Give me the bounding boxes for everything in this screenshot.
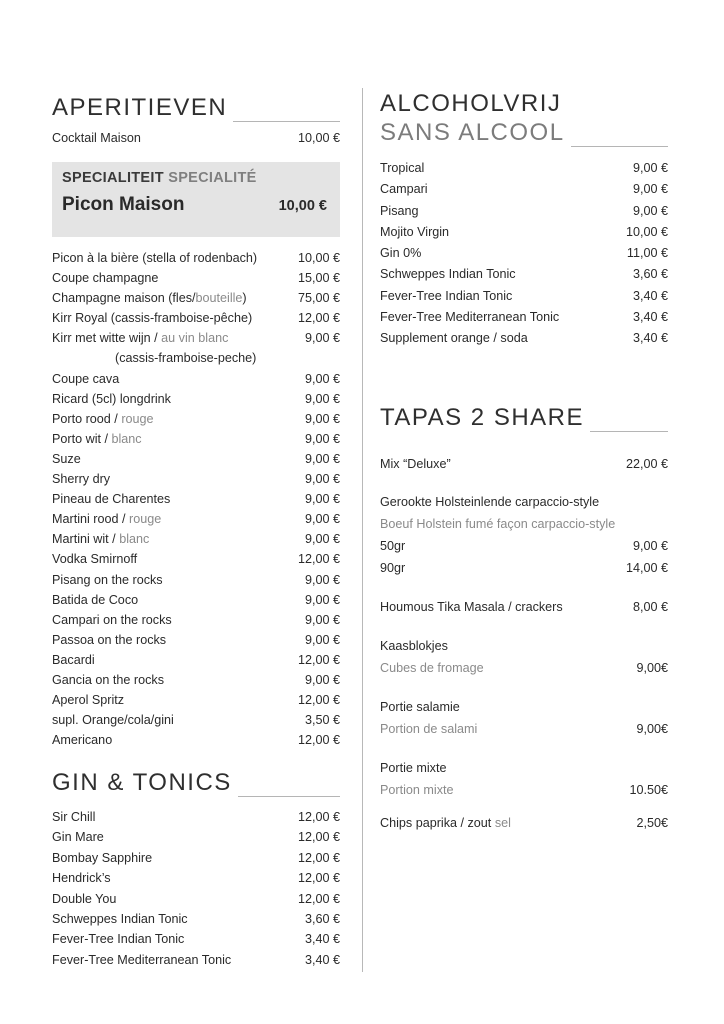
item-price: 12,00 €: [297, 850, 340, 865]
item-price: 12,00 €: [297, 830, 340, 845]
item-name-nl: Fever-Tree Indian Tonic: [52, 932, 185, 947]
item-name: [52, 288, 247, 308]
menu-item: [52, 549, 340, 569]
item-name: Portie salamie: [380, 700, 460, 714]
menu-item: [52, 690, 340, 710]
item-name: [52, 549, 137, 569]
item-name-fr: blanc: [111, 431, 142, 446]
item-name: [380, 201, 419, 222]
item-price: 22,00 €: [625, 457, 668, 471]
item-name: Cocktail Maison: [52, 131, 141, 145]
item-name-fr: sel: [494, 816, 511, 830]
item-name: [380, 264, 516, 285]
menu-item: [52, 710, 340, 730]
item-price: 9,00 €: [304, 632, 340, 647]
item-price: 12,00 €: [297, 311, 340, 326]
item-name-nl: Martini rood /: [52, 512, 129, 527]
item-price: 12,00 €: [297, 891, 340, 906]
item-name-fr: blanc: [119, 532, 150, 547]
item-price: 9,00 €: [304, 331, 340, 346]
item-price: 15,00 €: [297, 271, 340, 286]
item-option: 90gr: [380, 561, 406, 575]
item-name-fr: rouge: [129, 512, 162, 527]
item-name-nl: Coupe cava: [52, 371, 120, 386]
specialty-label-fr: SPECIALITÉ: [168, 170, 257, 186]
item-price: 9,00 €: [304, 572, 340, 587]
item-name-nl: Fever-Tree Mediterranean Tonic: [380, 310, 560, 325]
item-price: 9,00€: [636, 661, 668, 675]
cocktail-maison-row: [52, 128, 340, 148]
specialty-label-nl: SPECIALITEIT: [62, 170, 164, 186]
item-name: [52, 308, 252, 328]
item-name: [52, 848, 152, 868]
item-name: [52, 650, 95, 670]
specialty-box: [52, 162, 340, 237]
menu-item: [52, 308, 340, 328]
item-name-suffix: ): [242, 291, 247, 306]
item-price: 3,40 €: [632, 310, 668, 325]
mixte-block: [380, 757, 668, 801]
menu-item: [380, 264, 668, 285]
item-name-nl: Sherry dry: [52, 472, 111, 487]
item-name: [52, 690, 124, 710]
item-price: 9,00 €: [304, 371, 340, 386]
heading-rule: [571, 146, 668, 147]
item-price: 2,50€: [636, 816, 668, 830]
menu-item: [380, 328, 668, 349]
item-name-nl: Suze: [52, 451, 81, 466]
item-price: 75,00 €: [297, 291, 340, 306]
menu-item: [52, 730, 340, 750]
item-price: 9,00 €: [304, 451, 340, 466]
item-name: [52, 630, 166, 650]
kaas-block: [380, 635, 668, 679]
menu-item: [380, 201, 668, 222]
item-price: 3,40 €: [304, 952, 340, 967]
item-price: 9,00 €: [304, 672, 340, 687]
menu-item: [52, 950, 340, 970]
item-name-fr: rouge: [121, 411, 154, 426]
heading-rule: [238, 796, 340, 797]
item-name-nl: Picon à la bière (stella of rodenbach): [52, 251, 258, 265]
heading-rule: [590, 431, 668, 432]
item-name: [380, 243, 421, 264]
item-price: 10.50€: [629, 783, 668, 797]
item-name-nl: Pineau de Charentes: [52, 492, 171, 507]
item-name-nl: Americano: [52, 733, 113, 748]
item-name-fr: bouteille: [195, 291, 243, 306]
item-name-nl: Hendrick’s: [52, 871, 111, 886]
item-price: 12,00 €: [297, 652, 340, 667]
item-name-nl: Batida de Coco: [52, 592, 139, 607]
item-option: 50gr: [380, 539, 406, 553]
item-name-nl: Gin 0%: [380, 246, 422, 261]
item-name: [52, 827, 104, 847]
item-price: 3,40 €: [632, 331, 668, 346]
item-name-nl: Fever-Tree Indian Tonic: [380, 288, 513, 303]
specialty-price: 10,00 €: [278, 198, 327, 214]
item-name-nl: Campari on the rocks: [52, 612, 172, 627]
item-name-fr: Boeuf Holstein fumé façon carpaccio-style: [380, 517, 616, 531]
item-price: 3,60 €: [632, 267, 668, 282]
item-price: 3,40 €: [304, 932, 340, 947]
menu-item: [380, 179, 668, 200]
item-name: [52, 730, 112, 750]
item-name: [52, 409, 154, 429]
item-price: 10,00 €: [297, 251, 340, 265]
item-name-nl: supl. Orange/cola/gini: [52, 713, 174, 728]
item-name: [52, 469, 110, 489]
item-name-nl: Campari: [380, 182, 428, 197]
specialty-name: Picon Maison: [62, 194, 185, 215]
item-name: [52, 449, 81, 469]
item-price: 9,00 €: [304, 612, 340, 627]
item-name-nl: Supplement orange / soda: [380, 331, 528, 346]
menu-item: [52, 868, 340, 888]
item-name: [52, 590, 138, 610]
menu-item: [52, 369, 340, 389]
menu-item: [52, 389, 340, 409]
gin-tonics-list: [52, 807, 340, 970]
item-price: 10,00 €: [625, 224, 668, 239]
item-price: 14,00 €: [625, 561, 668, 575]
menu-item: [52, 670, 340, 690]
item-name-nl: Schweppes Indian Tonic: [380, 267, 516, 282]
item-name-nl: Bacardi: [52, 652, 95, 667]
item-price: 9,00 €: [632, 203, 668, 218]
item-name-nl: Pisang on the rocks: [52, 572, 163, 587]
menu-item: [52, 489, 340, 509]
menu-item: [52, 409, 340, 429]
item-name-nl: Sir Chill: [52, 810, 96, 824]
item-price: 9,00 €: [632, 161, 668, 175]
chips-row: [380, 812, 668, 834]
menu-item: [52, 889, 340, 909]
houmous-row: [380, 596, 668, 618]
menu-item: [52, 909, 340, 929]
item-price: 12,00 €: [297, 810, 340, 824]
item-name-nl: Vodka Smirnoff: [52, 552, 138, 567]
menu-item: [380, 222, 668, 243]
menu-item: [52, 529, 340, 549]
carpaccio-block: [380, 491, 668, 579]
item-price: 10,00 €: [297, 131, 340, 145]
item-name-nl: Ricard (5cl) longdrink: [52, 391, 171, 406]
item-price: 9,00 €: [304, 391, 340, 406]
item-name-nl: Double You: [52, 891, 117, 906]
item-price: 9,00 €: [304, 492, 340, 507]
menu-item: [52, 929, 340, 949]
item-name: [52, 868, 111, 888]
item-price: 9,00 €: [632, 182, 668, 197]
item-name: [52, 389, 171, 409]
item-price: 9,00€: [636, 722, 668, 736]
tapas-item: [380, 453, 668, 475]
aperitieven-list: [52, 248, 340, 750]
aperitieven-title: APERITIEVEN: [52, 94, 228, 121]
item-name-nl: Porto rood /: [52, 411, 122, 426]
tapas-title: TAPAS 2 SHARE: [380, 404, 584, 431]
menu-item: [52, 509, 340, 529]
item-name-nl: Gancia on the rocks: [52, 672, 165, 687]
item-price: 11,00 €: [626, 246, 668, 261]
item-name: [380, 286, 512, 307]
item-price: 8,00 €: [632, 600, 668, 614]
item-price: 9,00 €: [304, 472, 340, 487]
menu-item: [380, 243, 668, 264]
item-price: 12,00 €: [297, 552, 340, 567]
menu-item: [52, 469, 340, 489]
menu-item: [52, 848, 340, 868]
item-price: 9,00 €: [304, 411, 340, 426]
menu-item: [380, 307, 668, 328]
column-divider: [362, 88, 363, 972]
item-name-nl: Martini wit /: [52, 532, 120, 547]
item-name-nl: Mojito Virgin: [380, 224, 450, 239]
item-name-nl: Tropical: [380, 161, 425, 175]
item-price: 12,00 €: [297, 693, 340, 708]
salamie-block: [380, 696, 668, 740]
item-name: [52, 889, 116, 909]
item-name-nl: Fever-Tree Mediterranean Tonic: [52, 952, 232, 967]
item-name: [52, 328, 228, 348]
gin-tonics-heading: [52, 769, 340, 797]
menu-item: [380, 158, 668, 179]
menu-item: [52, 827, 340, 847]
item-name: Kaasblokjes: [380, 639, 448, 653]
menu-item: [52, 429, 340, 449]
item-name: [380, 179, 428, 200]
menu-item: [52, 449, 340, 469]
item-name-fr: Portion de salami: [380, 722, 478, 736]
item-name-fr: Portion mixte: [380, 783, 454, 797]
item-name-nl: Coupe champagne: [52, 271, 159, 286]
specialty-label: [62, 170, 330, 186]
item-price: 9,00 €: [304, 532, 340, 547]
menu-item: [52, 630, 340, 650]
item-name: [52, 909, 188, 929]
alcoholvrij-list: [380, 158, 668, 350]
menu-item: [52, 807, 340, 827]
item-name-nl: Gin Mare: [52, 830, 104, 845]
menu-item: [52, 328, 340, 348]
item-price: 9,00 €: [304, 592, 340, 607]
item-name-nl: Aperol Spritz: [52, 693, 125, 708]
item-name: [380, 222, 449, 243]
item-name: [52, 369, 119, 389]
item-name: [52, 348, 256, 368]
menu-item: [52, 570, 340, 590]
item-name-nl: Schweppes Indian Tonic: [52, 911, 188, 926]
item-price: 12,00 €: [297, 871, 340, 886]
tapas-list: [380, 453, 668, 475]
menu-item: [52, 348, 340, 368]
alcoholvrij-heading: [380, 89, 668, 147]
item-price: 3,50 €: [304, 713, 340, 728]
item-price: 9,00 €: [304, 512, 340, 527]
item-name-nl: Porto wit /: [52, 431, 112, 446]
menu-item: [52, 248, 340, 268]
menu-item: [380, 286, 668, 307]
item-price: 9,00 €: [304, 431, 340, 446]
item-name: [380, 328, 528, 349]
alcoholvrij-title-nl: ALCOHOLVRIJ: [380, 90, 562, 117]
item-name-nl: Bombay Sapphire: [52, 850, 153, 865]
item-name: [52, 807, 95, 827]
aperitieven-heading: [52, 94, 340, 122]
alcoholvrij-title-fr: SANS ALCOOL: [380, 119, 565, 146]
menu-item: [52, 610, 340, 630]
item-name-nl: Kirr Royal (cassis-framboise-pêche): [52, 311, 253, 326]
item-name: [52, 529, 149, 549]
item-price: 3,60 €: [304, 911, 340, 926]
item-name: [52, 610, 172, 630]
item-name: Portie mixte: [380, 761, 447, 775]
item-name: [52, 268, 158, 288]
item-name: [52, 489, 170, 509]
item-name-fr: Cubes de fromage: [380, 661, 484, 675]
item-name: [52, 929, 184, 949]
item-name-nl: (cassis-framboise-peche): [115, 351, 257, 366]
item-name: [52, 429, 142, 449]
tapas-heading: [380, 404, 668, 432]
gin-tonics-title: GIN & TONICS: [52, 769, 232, 796]
menu-item: [52, 590, 340, 610]
item-name: [52, 670, 164, 690]
item-name: [52, 570, 163, 590]
item-name-nl: Champagne maison (fles/: [52, 291, 196, 306]
item-name: Mix “Deluxe”: [380, 457, 451, 471]
item-name: [380, 307, 559, 328]
menu-item: [52, 268, 340, 288]
item-price: 9,00 €: [632, 539, 668, 553]
item-name: Chips paprika / zout: [380, 816, 495, 830]
item-name: Houmous Tika Masala / crackers: [380, 600, 563, 614]
item-price: 3,40 €: [632, 288, 668, 303]
item-name: [52, 248, 257, 268]
item-name: [52, 710, 174, 730]
item-name-fr: au vin blanc: [161, 331, 229, 346]
item-name: [380, 158, 424, 179]
item-name-nl: Passoa on the rocks: [52, 632, 167, 647]
menu-item: [52, 288, 340, 308]
item-name-nl: Kirr met witte wijn /: [52, 331, 162, 346]
item-name: Gerookte Holsteinlende carpaccio-style: [380, 495, 600, 509]
heading-rule: [233, 121, 340, 122]
item-name: [52, 950, 231, 970]
item-name-nl: Pisang: [380, 203, 419, 218]
menu-item: [52, 650, 340, 670]
item-name: [52, 509, 161, 529]
item-price: 12,00 €: [297, 733, 340, 748]
